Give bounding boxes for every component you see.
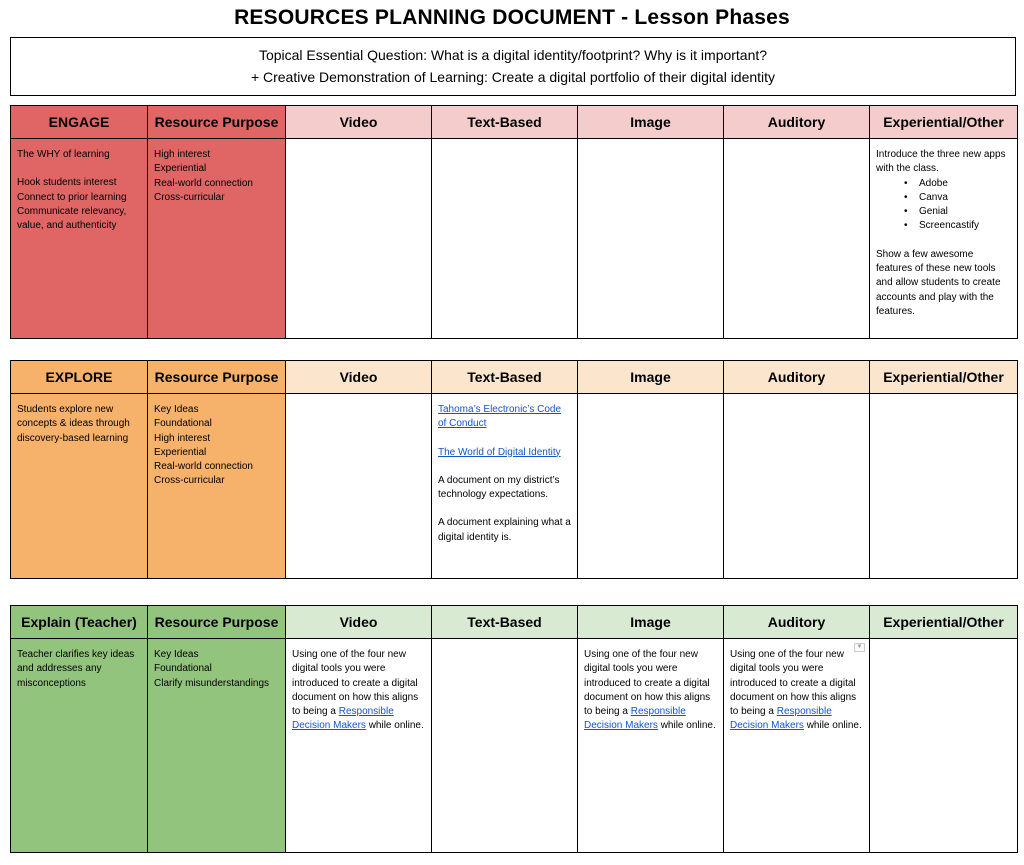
col-header-text: Text-Based — [432, 606, 578, 639]
explore-header-row — [11, 361, 1018, 394]
dropdown-arrow-icon[interactable]: ▼ — [854, 643, 865, 652]
explain-desc: Teacher clarifies key ideas and addresses any misconceptions — [17, 649, 135, 689]
task-tail: while online. — [660, 720, 716, 732]
app-item: • Screencastify — [904, 219, 1011, 233]
purpose-item: Key Ideas — [154, 404, 199, 415]
purpose-header: Resource Purpose — [148, 606, 286, 639]
purpose-header: Resource Purpose — [148, 106, 286, 139]
responsible-decision-makers-link[interactable]: Responsible Decision Makers — [292, 706, 394, 732]
col-header-other: Experiential/Other — [870, 606, 1018, 639]
app-item: • Genial — [904, 205, 1011, 219]
explore-table — [10, 360, 1018, 579]
engage-description-cell[interactable] — [11, 139, 148, 339]
purpose-item: Foundational — [154, 418, 212, 430]
explore-description-cell[interactable] — [11, 394, 148, 579]
col-header-auditory: Auditory — [724, 106, 870, 139]
responsible-decision-makers-link[interactable]: Responsible Decision Makers — [730, 706, 832, 732]
col-header-image: Image — [578, 606, 724, 639]
explore-image-cell[interactable] — [578, 394, 724, 579]
purpose-item: Cross-curricular — [154, 191, 225, 203]
explain-video-cell[interactable] — [286, 639, 432, 853]
purpose-item: Real-world connection — [154, 461, 253, 473]
engage-desc-line: Communicate relevancy, value, and authenticity — [17, 205, 127, 232]
phase-header-explain: Explain (Teacher) — [11, 606, 148, 639]
col-header-other: Experiential/Other — [870, 106, 1018, 139]
explore-body-row — [11, 394, 1018, 579]
engage-table — [10, 105, 1018, 339]
engage-body-row — [11, 139, 1018, 339]
explain-header-row — [11, 606, 1018, 639]
explore-video-cell[interactable] — [286, 394, 432, 579]
explore-desc: Students explore new concepts & ideas through discovery-based learning — [17, 404, 130, 444]
explore-text-cell[interactable] — [432, 394, 578, 579]
engage-other-intro: Introduce the three new apps with the class. — [876, 149, 1006, 175]
digital-identity-link[interactable]: The World of Digital Identity — [438, 446, 561, 458]
col-header-video: Video — [286, 606, 432, 639]
engage-image-cell[interactable] — [578, 139, 724, 339]
purpose-item: Clarify misunderstandings — [154, 677, 270, 689]
explore-purpose-cell[interactable] — [148, 394, 286, 579]
purpose-item: High interest — [154, 149, 211, 160]
explain-description-cell[interactable] — [11, 639, 148, 853]
explore-doc-note: A document on my district’s technology expectations. — [438, 474, 560, 501]
engage-video-cell[interactable] — [286, 139, 432, 339]
explore-auditory-cell[interactable] — [724, 394, 870, 579]
col-header-auditory: Auditory — [724, 606, 870, 639]
col-header-text: Text-Based — [432, 106, 578, 139]
engage-other-cell[interactable] — [870, 139, 1018, 339]
creative-demonstration: + Creative Demonstration of Learning: Create a digital portfolio of their digital identity — [250, 69, 776, 85]
explain-image-cell[interactable] — [578, 639, 724, 853]
app-item: • Canva — [904, 191, 1011, 205]
engage-text-cell[interactable] — [432, 139, 578, 339]
app-item: • Adobe — [904, 177, 1011, 191]
task-text: Using one of the four new digital tools you were introduced to create a digital document on how this aligns to being a — [292, 649, 419, 718]
task-text: Using one of the four new digital tools you were introduced to create a digital document on how this aligns to being a — [730, 649, 857, 718]
explain-text-cell[interactable] — [432, 639, 578, 853]
col-header-image: Image — [578, 361, 724, 394]
col-header-auditory: Auditory — [724, 361, 870, 394]
essential-question: Topical Essential Question: What is a digital identity/footprint? Why is it important? — [258, 47, 768, 63]
task-text: Using one of the four new digital tools you were introduced to create a digital document on how this aligns to being a — [584, 649, 711, 718]
code-of-conduct-link[interactable]: Tahoma’s Electronic’s Code of Conduct — [438, 404, 562, 430]
explain-table — [10, 605, 1018, 853]
responsible-decision-makers-link[interactable]: Responsible Decision Makers — [584, 706, 686, 732]
purpose-item: Key Ideas — [154, 649, 199, 660]
engage-header-row — [11, 106, 1018, 139]
purpose-item: High interest — [154, 432, 211, 444]
task-tail: while online. — [368, 720, 424, 732]
phase-header-explore: EXPLORE — [11, 361, 148, 394]
purpose-item: Cross-curricular — [154, 475, 225, 487]
purpose-item: Real-world connection — [154, 177, 253, 189]
explore-doc-note: A document explaining what a digital identity is. — [438, 517, 571, 543]
engage-desc-line: Hook students interest — [17, 177, 117, 189]
col-header-video: Video — [286, 106, 432, 139]
col-header-image: Image — [578, 106, 724, 139]
purpose-item: Experiential — [154, 163, 207, 175]
explore-other-cell[interactable] — [870, 394, 1018, 579]
apps-list — [876, 177, 1011, 234]
engage-desc-line: Connect to prior learning — [17, 191, 127, 203]
purpose-header: Resource Purpose — [148, 361, 286, 394]
engage-why: The WHY of learning — [17, 149, 110, 160]
explain-body-row — [11, 639, 1018, 853]
purpose-item: Experiential — [154, 446, 207, 458]
topical-question-box — [10, 37, 1016, 96]
col-header-video: Video — [286, 361, 432, 394]
explain-other-cell[interactable] — [870, 639, 1018, 853]
purpose-item: Foundational — [154, 663, 212, 675]
explain-auditory-cell[interactable] — [724, 639, 870, 853]
engage-auditory-cell[interactable] — [724, 139, 870, 339]
task-tail: while online. — [806, 720, 862, 732]
col-header-text: Text-Based — [432, 361, 578, 394]
page-title: RESOURCES PLANNING DOCUMENT - Lesson Phases — [234, 6, 790, 29]
engage-purpose-cell[interactable] — [148, 139, 286, 339]
engage-other-body: Show a few awesome features of these new tools and allow students to create accounts and play with the features. — [876, 248, 1001, 317]
phase-header-engage: ENGAGE — [11, 106, 148, 139]
explain-purpose-cell[interactable] — [148, 639, 286, 853]
col-header-other: Experiential/Other — [870, 361, 1018, 394]
